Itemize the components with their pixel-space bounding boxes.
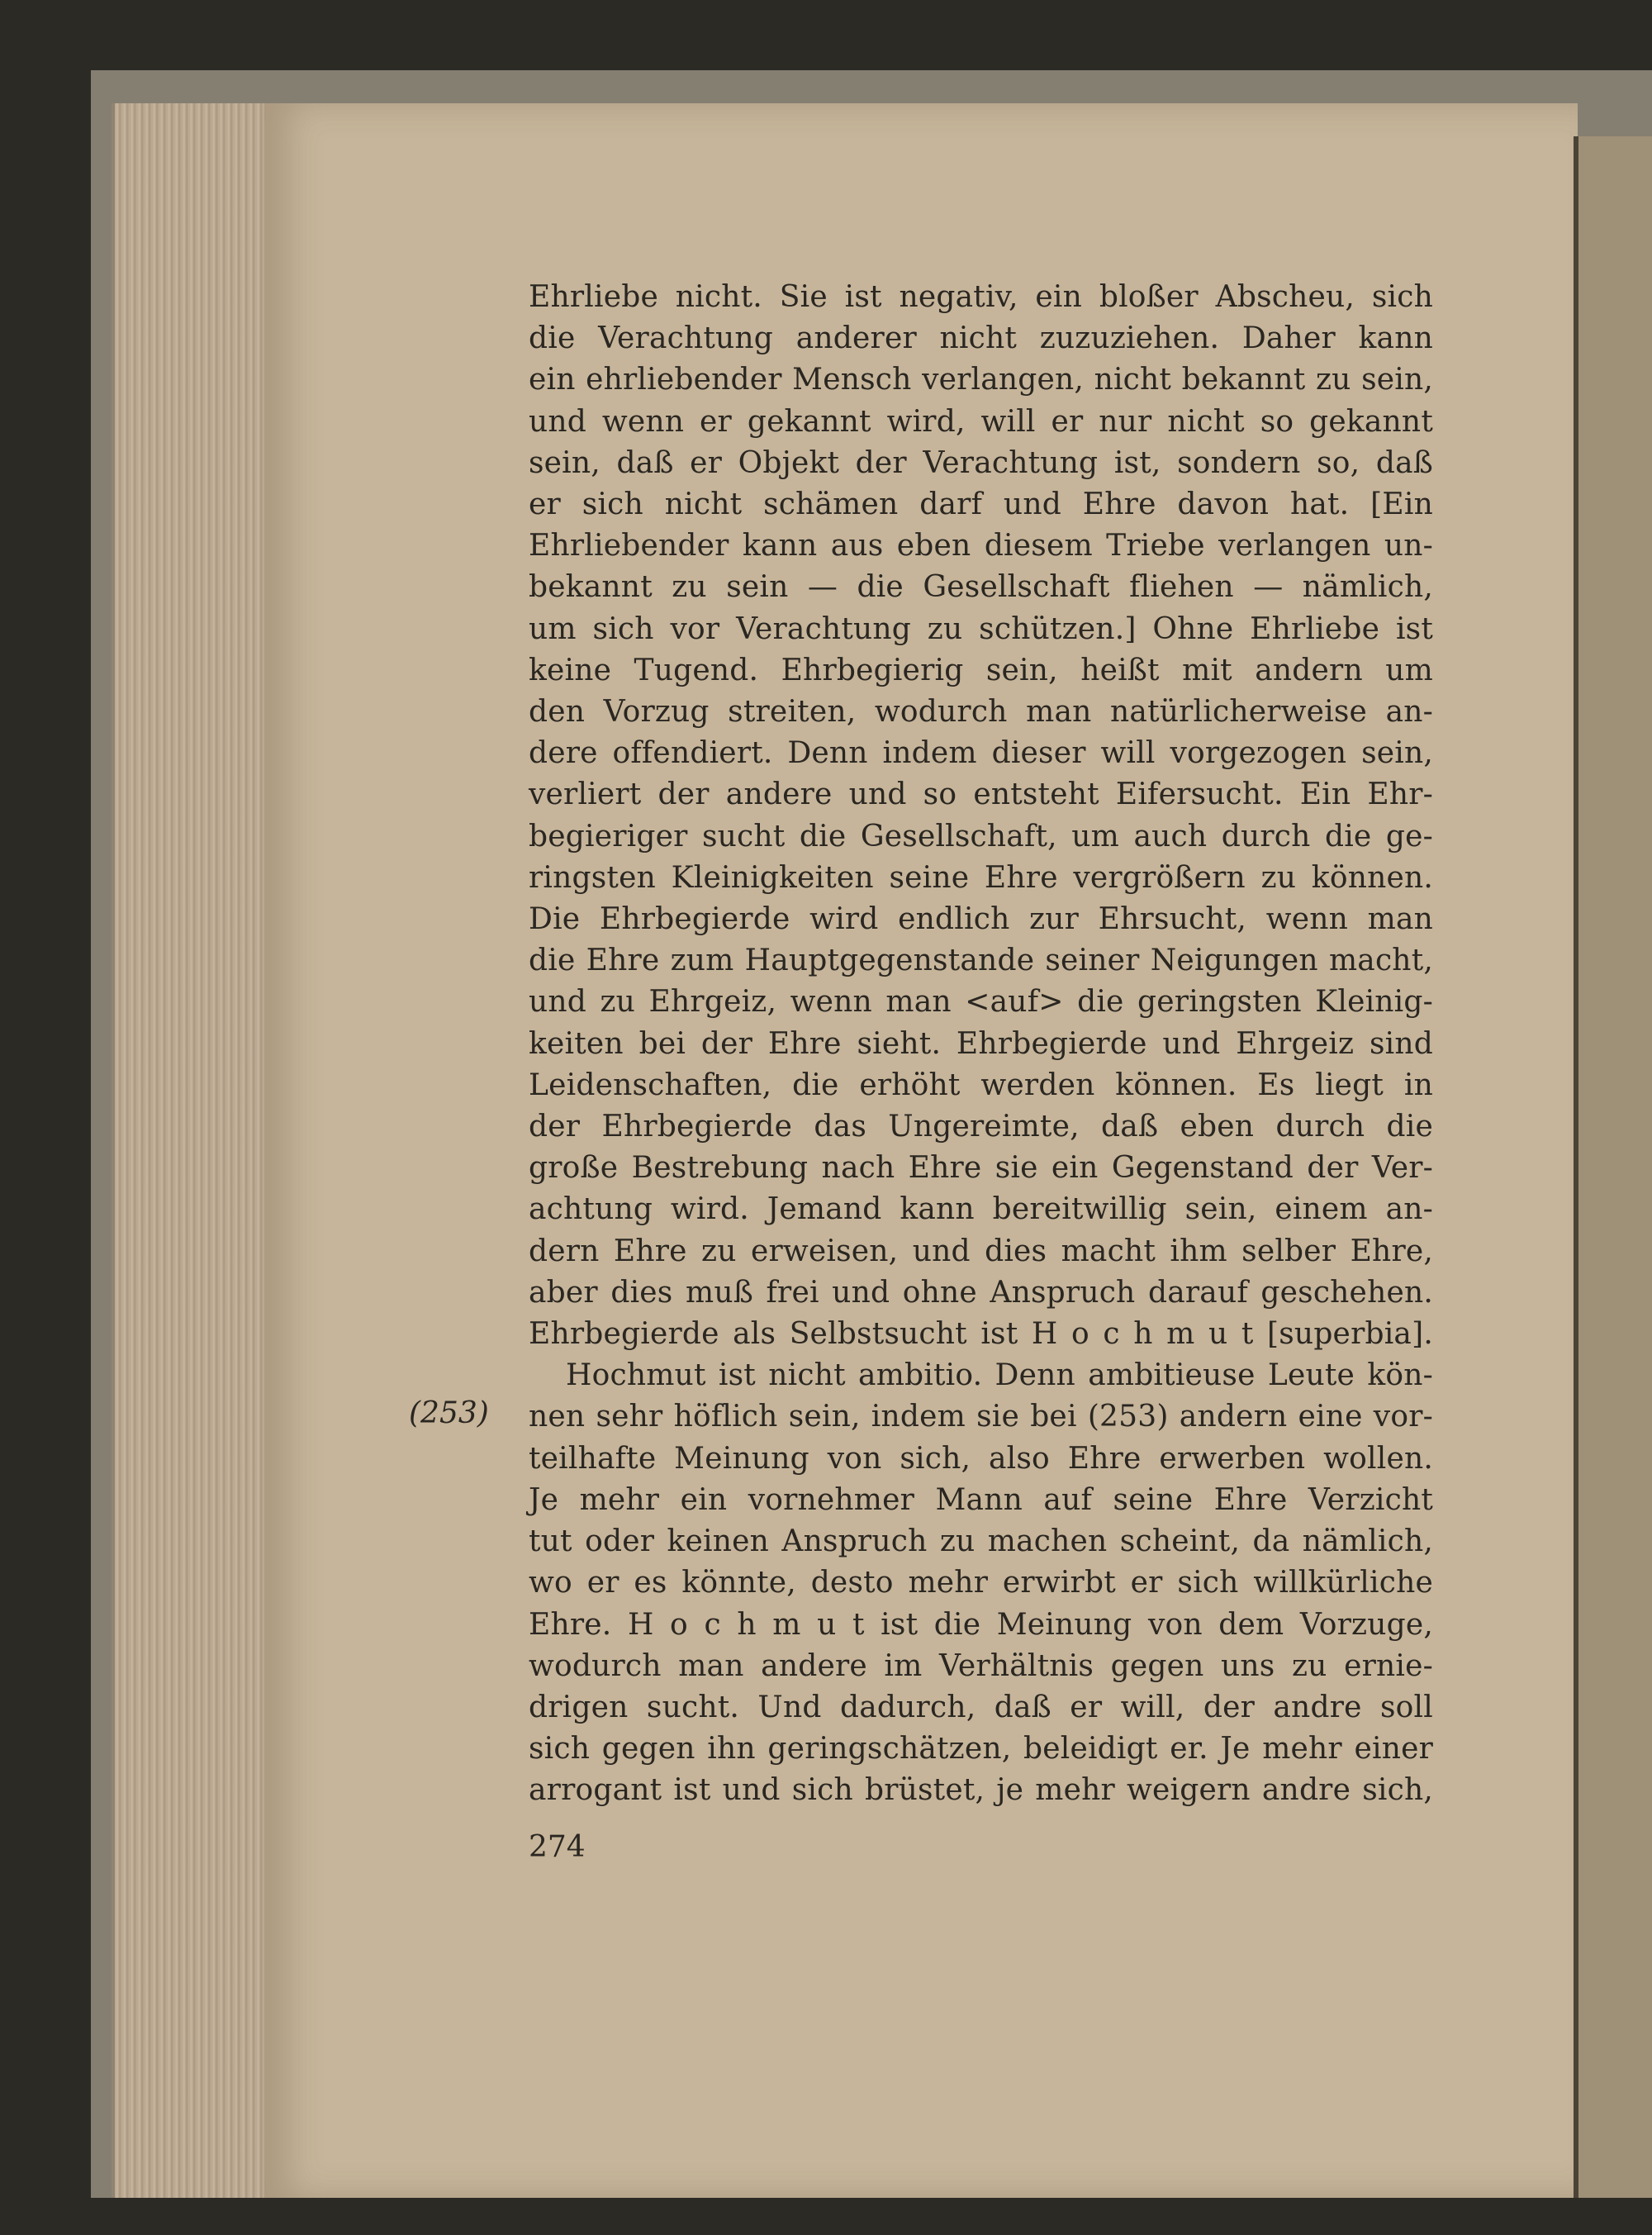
- text-line: Ehre. H o c h m u t ist die Meinung von dem Vorzuge,: [529, 1607, 1433, 1642]
- text-line: den Vorzug streiten, wodurch man natürlicherweise an-: [529, 695, 1433, 730]
- text-line: Leidenschaften, die erhöht werden können. Es liegt in: [529, 1068, 1433, 1102]
- text-line: drigen sucht. Und dadurch, daß er will, der andre soll: [529, 1690, 1433, 1724]
- text-line: Die Ehrbegierde wird endlich zur Ehrsucht, wenn man: [529, 902, 1433, 937]
- text-line: ringsten Kleinigkeiten seine Ehre vergrößern zu können.: [529, 860, 1433, 895]
- text-line: keiten bei der Ehre sieht. Ehrbegierde und Ehrgeiz sind: [529, 1026, 1433, 1061]
- text-line: der Ehrbegierde das Ungereimte, daß eben durch die: [529, 1110, 1433, 1144]
- text-line: die Verachtung anderer nicht zuzuziehen. Daher kann: [529, 321, 1433, 356]
- text-line: bekannt zu sein — die Gesellschaft fliehen — nämlich,: [529, 570, 1433, 605]
- text-line: achtung wird. Jemand kann bereitwillig sein, einem an-: [529, 1192, 1433, 1227]
- text-line: und wenn er gekannt wird, will er nur nicht so gekannt: [529, 404, 1433, 439]
- text-line: aber dies muß frei und ohne Anspruch darauf geschehen.: [529, 1275, 1433, 1310]
- text-line: um sich vor Verachtung zu schützen.] Ohne Ehrliebe ist: [529, 611, 1433, 646]
- text-line: ein ehrliebender Mensch verlangen, nicht bekannt zu sein,: [529, 363, 1433, 397]
- text-line: große Bestrebung nach Ehre sie ein Gegenstand der Ver-: [529, 1151, 1433, 1186]
- facing-page-edge: [1574, 136, 1652, 2198]
- text-line: tut oder keinen Anspruch zu machen scheint, da nämlich,: [529, 1524, 1433, 1559]
- text-line: wodurch man andere im Verhältnis gegen uns zu ernie-: [529, 1648, 1433, 1683]
- text-line: Ehrbegierde als Selbstsucht ist H o c h m u t [superbia].: [529, 1317, 1433, 1352]
- text-line: dere offendiert. Denn indem dieser will vorgezogen sein,: [529, 736, 1433, 771]
- text-line: verliert der andere und so entsteht Eifersucht. Ein Ehr-: [529, 777, 1433, 812]
- text-line: Ehrliebe nicht. Sie ist negativ, ein bloßer Abscheu, sich: [529, 280, 1433, 314]
- text-line: Je mehr ein vornehmer Mann auf seine Ehre Verzicht: [529, 1482, 1433, 1517]
- text-line: Ehrliebender kann aus eben diesem Triebe verlangen un-: [529, 529, 1433, 564]
- text-line: die Ehre zum Hauptgegenstande seiner Neigungen macht,: [529, 944, 1433, 978]
- text-line: sich gegen ihn geringschätzen, beleidigt er. Je mehr einer: [529, 1732, 1433, 1767]
- text-line: und zu Ehrgeiz, wenn man <auf> die geringsten Kleinig-: [529, 985, 1433, 1020]
- text-line: teilhafte Meinung von sich, also Ehre erwerben wollen.: [529, 1441, 1433, 1476]
- text-line: arrogant ist und sich brüstet, je mehr weigern andre sich,: [529, 1773, 1433, 1808]
- text-line: wo er es könnte, desto mehr erwirbt er sich willkürliche: [529, 1566, 1433, 1600]
- text-line: er sich nicht schämen darf und Ehre davon hat. [Ein: [529, 487, 1433, 522]
- text-line: nen sehr höflich sein, indem sie bei (253) andern eine vor-: [529, 1400, 1433, 1434]
- text-line: sein, daß er Objekt der Verachtung ist, sondern so, daß: [529, 445, 1433, 480]
- text-line: dern Ehre zu erweisen, und dies macht ihm selber Ehre,: [529, 1234, 1433, 1268]
- body-text: [529, 277, 1433, 1812]
- text-line: Hochmut ist nicht ambitio. Denn ambitieuse Leute kön-: [566, 1358, 1433, 1393]
- text-line: keine Tugend. Ehrbegierig sein, heißt mit andern um: [529, 653, 1433, 687]
- margin-page-reference: (253): [409, 1396, 489, 1430]
- page-edges: [112, 103, 284, 2198]
- page-number: 274: [529, 1830, 586, 1864]
- text-line: begieriger sucht die Gesellschaft, um auch durch die ge-: [529, 819, 1433, 854]
